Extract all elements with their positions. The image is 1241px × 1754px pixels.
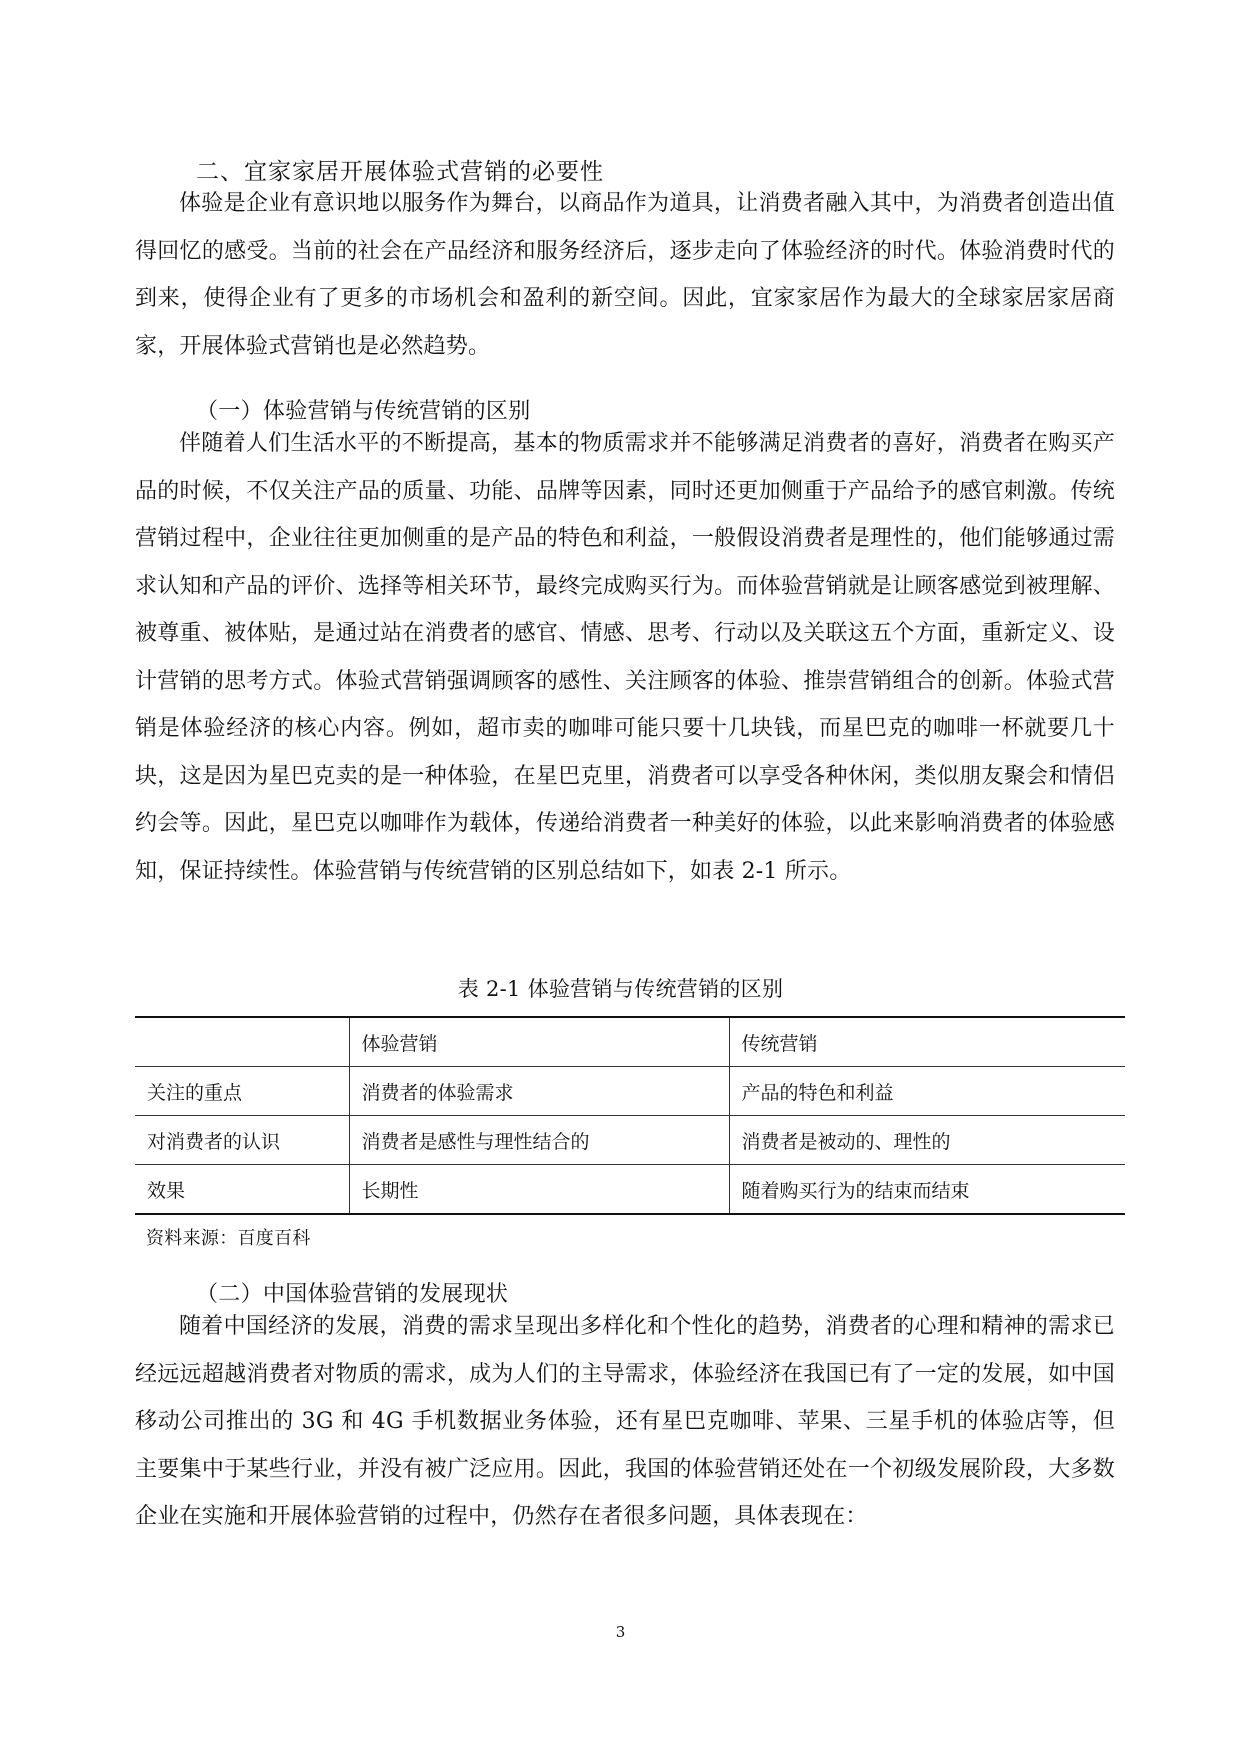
comparison-table [135,1016,1125,1215]
table-cell: 随着购买行为的结束而结束 [729,1165,1125,1215]
section-heading: 二、宜家家居开展体验式营销的必要性 [196,159,604,185]
table-header-cell: 体验营销 [349,1017,729,1067]
table-source-note: 资料来源：百度百科 [146,1228,311,1249]
table-row [135,1165,1125,1215]
paragraph-difference: 伴随着人们生活水平的不断提高，基本的物质需求并不能够满足消费者的喜好，消费者在购买产品的时候，不仅关注产品的质量、功能、品牌等因素，同时还更加侧重于产品给予的感官刺激。传统营销过程中，企业往往更加侧重的是产品的特色和利益，一般假设消费者是理性的，他们能够通过需求认知和产品的评价、选择等相关环节，最终完成购买行为。而体验营销就是让顾客感觉到被理解、被尊重、被体贴，是通过站在消费者的感官、情感、思考、行动以及关联这五个方面，重新定义、设计营销的思考方式。体验式营销强调顾客的感性、关注顾客的体验、推崇营销组合的创新。体验式营销是体验经济的核心内容。例如，超市卖的咖啡可能只要十几块钱，而星巴克的咖啡一杯就要几十块，这是因为星巴克卖的是一种体验，在星巴克里，消费者可以享受各种休闲，类似朋友聚会和情侣约会等。因此，星巴克以咖啡作为载体，传递给消费者一种美好的体验，以此来影响消费者的体验感知，保证持续性。体验营销与传统营销的区别总结如下，如表 2-1 所示。 [135,431,1115,884]
paragraph-china-status: 随着中国经济的发展，消费的需求呈现出多样化和个性化的趋势，消费者的心理和精神的需求已经远远超越消费者对物质的需求，成为人们的主导需求，体验经济在我国已有了一定的发展，如中国移动公司推出的 3G 和 4G 手机数据业务体验，还有星巴克咖啡、苹果、三星手机的体验店等，但主要集中于某些行业，并没有被广泛应用。因此，我国的体验营销还处在一个初级发展阶段，大多数企业在实施和开展体验营销的过程中，仍然存在者很多问题，具体表现在： [135,1314,1115,1529]
table-cell: 关注的重点 [135,1067,349,1116]
subheading-china-status: （二）中国体验营销的发展现状 [196,1282,509,1307]
table-cell: 产品的特色和利益 [729,1067,1125,1116]
table-cell: 长期性 [349,1165,729,1215]
table-cell: 消费者是被动的、理性的 [729,1116,1125,1165]
table-header-row [135,1017,1125,1067]
table-cell: 对消费者的认识 [135,1116,349,1165]
subheading-difference: （一）体验营销与传统营销的区别 [196,399,531,424]
paragraph-intro: 体验是企业有意识地以服务作为舞台，以商品作为道具，让消费者融入其中，为消费者创造出值得回忆的感受。当前的社会在产品经济和服务经济后，逐步走向了体验经济的时代。体验消费时代的到来，使得企业有了更多的市场机会和盈利的新空间。因此，宜家家居作为最大的全球家居家居商家，开展体验式营销也是必然趋势。 [135,191,1115,359]
table-row [135,1116,1125,1165]
table-header-cell [135,1017,349,1067]
table-row [135,1067,1125,1116]
table-caption: 表 2-1 体验营销与传统营销的区别 [457,977,784,1001]
table-cell: 效果 [135,1165,349,1215]
table-header-cell: 传统营销 [729,1017,1125,1067]
table-cell: 消费者的体验需求 [349,1067,729,1116]
page-number: 3 [615,1623,626,1641]
table-cell: 消费者是感性与理性结合的 [349,1116,729,1165]
